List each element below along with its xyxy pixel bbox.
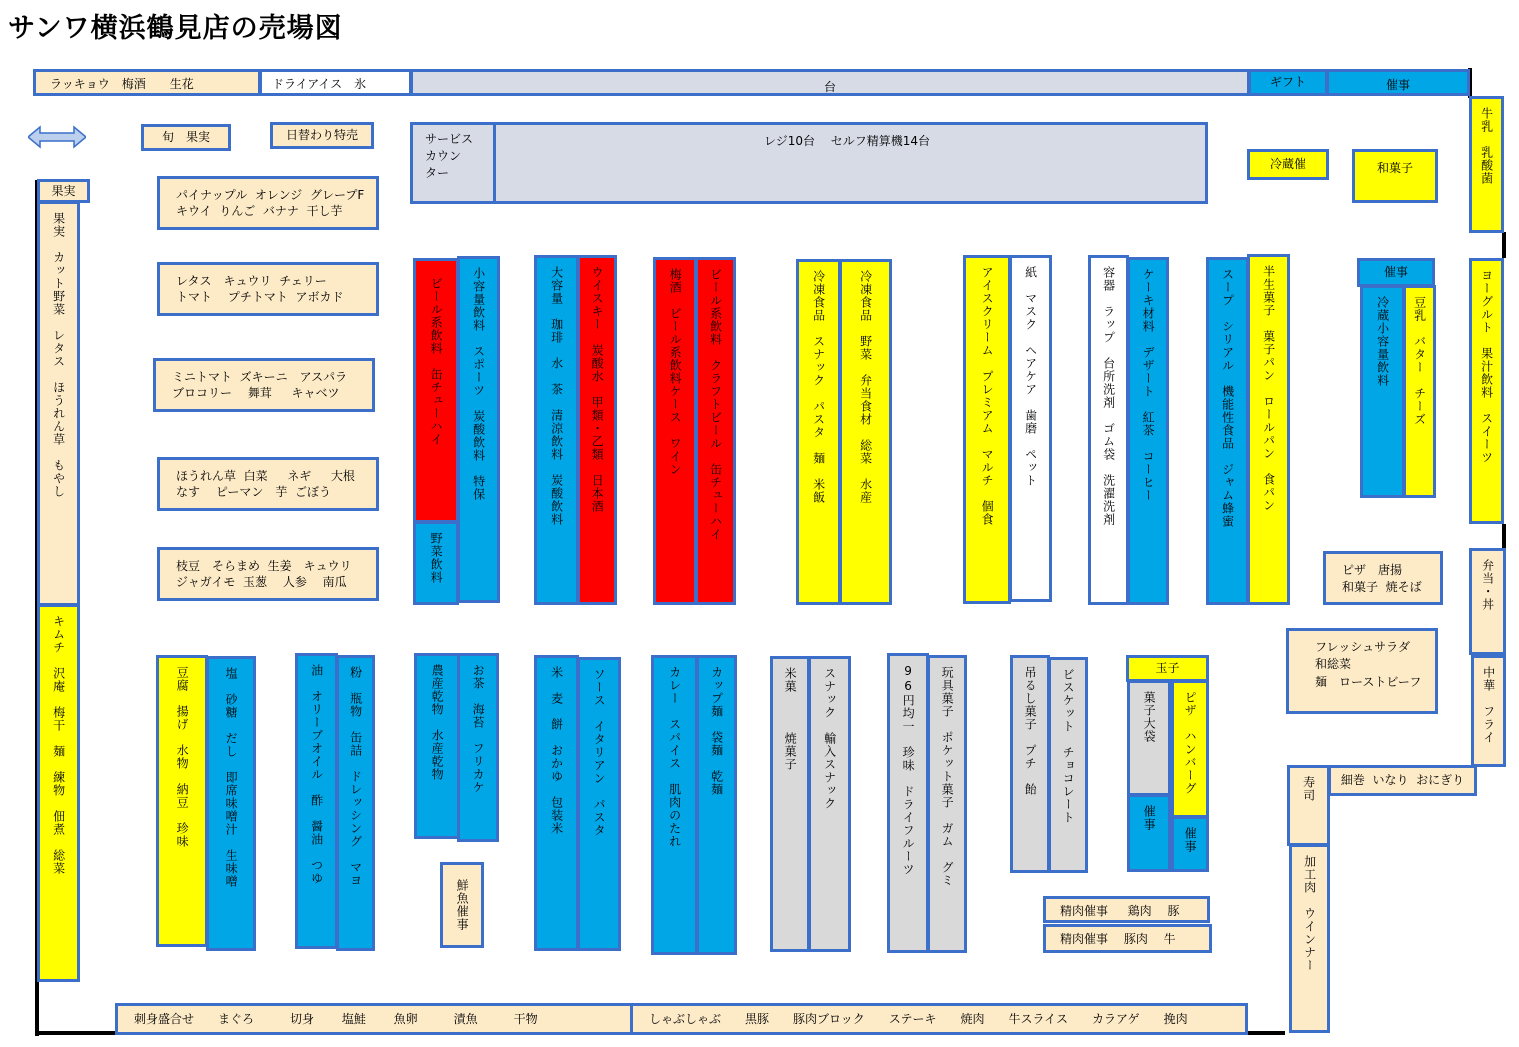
shelf-rakkyou: ラッキョウ 梅酒 生花 (33, 69, 261, 96)
wall-shelf-milk: 牛乳 乳酸菌 (1469, 96, 1504, 233)
wall-shelf-yogurt: ヨーグルト 果汁飲料 スイーツ (1469, 258, 1504, 524)
aisle-small-drink: 小容量飲料 スポーツ 炭酸飲料 特保 (457, 256, 500, 603)
aisle-snack: スナック 輸入スナック (808, 656, 851, 952)
shelf-dai: 台 (410, 69, 1250, 96)
shelf-dryice: ドライアイス 氷 (259, 69, 412, 96)
shelf-egg: 玉子 (1126, 655, 1209, 682)
aisle-veg-drink: 野菜飲料 (413, 521, 459, 605)
shelf-fish-event: 鮮魚催事 (440, 862, 484, 948)
produce-table-4: ほうれん草 白菜 ネギ 大根 なす ピーマン 芋 ごぼう (157, 457, 379, 511)
wall-shelf-produce: 果実 カット野菜 レタス ほうれん草 もやし (37, 201, 80, 606)
produce-table-3: ミニトマト ズキーニ アスパラ ブロコリー 舞茸 キャベツ (153, 358, 375, 412)
aisle-rice-cracker: 米菓 焼菓子 (770, 656, 810, 952)
aisle-big-drink: 大容量 珈琲 水 茶 清涼飲料 炭酸飲料 (534, 255, 579, 605)
wall-right-seg1 (1502, 232, 1506, 258)
aisle-biscuit: ビスケット チョコレート (1048, 657, 1088, 873)
shelf-kajitsu-head: 果実 (37, 179, 90, 203)
shelf-wagashi: 和菓子 (1352, 149, 1438, 203)
aisle-craft-beer: ビール系飲料 クラフトビール 缶チューハイ (695, 257, 736, 605)
aisle-paper: 紙 マスク ヘアケア 歯磨 ペット (1009, 255, 1052, 602)
wall-shelf-bento: 弁当・丼 (1469, 548, 1506, 655)
aisle-rice: 米 麦 餅 おかゆ 包装米 (534, 655, 579, 951)
aisle-soup: スープ シリアル 機能性食品 ジャム蜂蜜 (1206, 257, 1249, 605)
aisle-bread: 半生菓子 菓子パン ロールパン 食パン (1247, 254, 1290, 605)
shelf-meat-event-2: 精肉催事 豚肉 牛 (1043, 924, 1212, 953)
service-counter: サービス カウン ター (410, 122, 496, 204)
register-area (493, 122, 1208, 204)
shelf-hosomaki: 細巻 いなり おにぎり (1328, 765, 1477, 796)
aisle-beer-can: ビール系飲料 缶チューハイ (413, 258, 459, 523)
aisle-flour: 粉 瓶物 缶詰 ドレッシング マヨ (336, 655, 375, 951)
wall-shelf-kimchi: キムチ 沢庵 梅干 麺 練物 佃煮 総菜 (37, 604, 80, 982)
shelf-reizo-saiji: 冷蔵催 (1247, 149, 1329, 180)
shelf-snack-bag: 菓子大袋 (1127, 680, 1171, 796)
aisle-icecream: アイスクリーム プレミアム マルチ 個食 (963, 255, 1011, 604)
aisle-curry: カレー スパイス 肌肉のたれ (651, 655, 698, 955)
shelf-gift: ギフト (1248, 69, 1328, 96)
aisle-container: 容器 ラップ 台所洗剤 ゴム袋 洗濯洗剤 (1088, 255, 1129, 605)
aisle-dried: 農産乾物 水産乾物 (414, 653, 460, 839)
shelf-saiji-2: 催事 (1357, 258, 1435, 287)
aisle-oil: 油 オリーブオイル 酢 醤油 つゆ (295, 653, 338, 949)
shelf-sushi: 寿司 (1287, 765, 1330, 846)
shelf-shun: 旬 果実 (141, 124, 231, 151)
wall-shelf-chuka: 中華 フライ (1471, 655, 1506, 767)
aisle-cupnoodle: カップ麺 袋麺 乾麺 (696, 655, 737, 955)
shelf-pizza-hamburg: ピザ ハンバーグ (1171, 680, 1209, 818)
double-arrow-icon (28, 125, 86, 149)
shelf-pizza-karaage: ピザ 唐揚 和菓子 焼そば (1323, 551, 1443, 605)
shelf-soy-butter: 豆乳 バター チーズ (1403, 285, 1436, 498)
aisle-whisky: ウイスキー 炭酸水 甲類・乙類 日本酒 (577, 255, 617, 605)
shelf-saiji-top: 催事 (1326, 69, 1470, 96)
aisle-frozen-1: 冷凍食品 スナック パスタ 麺 米飯 (796, 259, 841, 605)
aisle-tea: お茶 海苔 フリカケ (457, 653, 499, 842)
aisle-toy-snack: 玩具菓子 ポケット菓子 ガム グミ (927, 655, 967, 953)
aisle-frozen-2: 冷凍食品 野菜 弁当食材 総菜 水産 (839, 259, 892, 605)
produce-table-1: パイナップル オレンジ グレープF キウイ りんご バナナ 干し芋 (157, 176, 379, 230)
wall-shelf-fish: 刺身盛合せ まぐろ 切身 塩鮭 魚卵 漬魚 干物 (115, 1003, 633, 1035)
page-title: サンワ横浜鶴見店の売場図 (8, 13, 343, 44)
shelf-saiji-b: 催事 (1171, 816, 1209, 872)
register-label: レジ10台 セルフ精算機14台 (764, 134, 931, 148)
produce-table-5: 枝豆 そらまめ 生姜 キュウリ ジャガイモ 玉葱 人参 南瓜 (157, 547, 379, 601)
shelf-processed-meat: 加工肉 ウインナー (1289, 844, 1330, 1033)
aisle-hanging-snack: 吊るし菓子 プチ 飴 (1010, 655, 1050, 873)
aisle-cake: ケーキ材料 デザート 紅茶 コーヒー (1127, 257, 1169, 605)
aisle-tofu: 豆腐 揚げ 水物 納豆 珍味 (156, 655, 208, 947)
shelf-higawari: 日替わり特売 (270, 122, 374, 149)
shelf-meat-event-1: 精肉催事 鶏肉 豚 (1043, 896, 1210, 923)
aisle-umeshu: 梅酒 ビール系飲料ケース ワイン (653, 257, 697, 605)
produce-table-2: レタス キュウリ チェリー トマト プチトマト アボカド (157, 262, 379, 316)
wall-shelf-meat: しゃぶしゃぶ 黒豚 豚肉ブロック ステーキ 焼肉 牛スライス カラアゲ 挽肉 (630, 1003, 1248, 1035)
aisle-96yen: 96円均一 珍味 ドライフルーツ (887, 653, 929, 953)
shelf-fresh-salad: フレッシュサラダ 和総菜 麺 ローストビーフ (1286, 628, 1438, 714)
aisle-sauce: ソース イタリアン パスタ (577, 657, 621, 951)
shelf-saiji-a: 催事 (1127, 794, 1171, 872)
wall-right-seg2 (1502, 524, 1506, 550)
aisle-salt: 塩 砂糖 だし 即席味噌汁 生味噌 (206, 656, 256, 951)
shelf-reizo-drink: 冷蔵小容量飲料 (1360, 285, 1405, 498)
